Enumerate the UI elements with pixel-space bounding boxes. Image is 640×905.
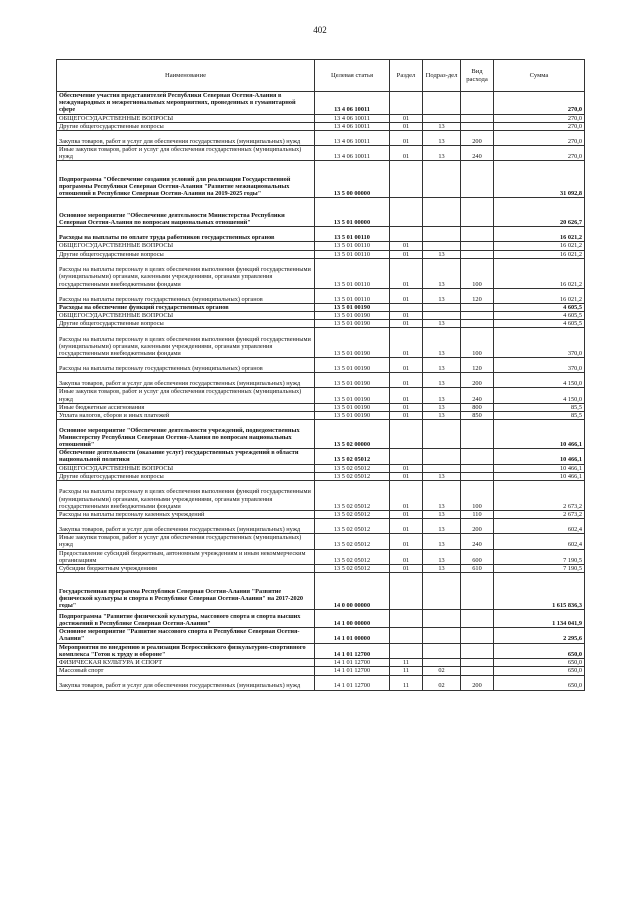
cell-expense-type: 610 bbox=[461, 565, 494, 573]
cell-subsection: 13 bbox=[423, 146, 461, 161]
cell-expense-type: 240 bbox=[461, 388, 494, 403]
header-section: Раздел bbox=[390, 60, 423, 92]
cell-sum: 1 615 836,3 bbox=[494, 573, 585, 610]
cell-expense-type: 120 bbox=[461, 358, 494, 373]
cell-section: 01 bbox=[390, 481, 423, 511]
cell-subsection: 13 bbox=[423, 549, 461, 564]
table-row bbox=[57, 250, 585, 258]
cell-target: 13 5 01 00190 bbox=[315, 412, 390, 420]
cell-expense-type: 200 bbox=[461, 519, 494, 534]
cell-target: 13 4 06 10011 bbox=[315, 131, 390, 146]
cell-expense-type: 110 bbox=[461, 511, 494, 519]
cell-expense-type: 100 bbox=[461, 328, 494, 358]
cell-section: 01 bbox=[390, 472, 423, 480]
cell-subsection bbox=[423, 242, 461, 250]
cell-target: 13 5 02 05012 bbox=[315, 464, 390, 472]
cell-section: 01 bbox=[390, 114, 423, 122]
cell-name: Расходы на выплаты персоналу в целях обеспечения выполнения функций государственными (муниципальными) органами, казенными учреждениями, органами управления государственными внебюджетными фондами bbox=[57, 328, 315, 358]
cell-target: 13 5 01 00110 bbox=[315, 227, 390, 242]
table-row bbox=[57, 114, 585, 122]
cell-name: Закупка товаров, работ и услуг для обеспечения государственных (муниципальных) нужд bbox=[57, 131, 315, 146]
cell-subsection: 13 bbox=[423, 481, 461, 511]
cell-subsection: 13 bbox=[423, 511, 461, 519]
cell-expense-type: 850 bbox=[461, 412, 494, 420]
cell-expense-type bbox=[461, 449, 494, 464]
cell-sum: 16 021,2 bbox=[494, 258, 585, 288]
cell-section bbox=[390, 92, 423, 115]
cell-expense-type bbox=[461, 114, 494, 122]
cell-sum: 2 673,2 bbox=[494, 481, 585, 511]
cell-target: 13 5 02 05012 bbox=[315, 449, 390, 464]
table-row bbox=[57, 659, 585, 667]
cell-subsection bbox=[423, 643, 461, 658]
cell-name: Государственная программа Республики Северная Осетия-Алания "Развитие физической культуры и спорта в Республике Северная Осетия-Алания" на 2017-2020 годы" bbox=[57, 573, 315, 610]
header-name: Наименование bbox=[57, 60, 315, 92]
header-sum: Сумма bbox=[494, 60, 585, 92]
cell-section: 11 bbox=[390, 675, 423, 690]
cell-target: 13 5 01 00190 bbox=[315, 320, 390, 328]
cell-target: 14 1 01 12700 bbox=[315, 675, 390, 690]
cell-section: 01 bbox=[390, 288, 423, 303]
cell-sum: 85,5 bbox=[494, 403, 585, 411]
table-row bbox=[57, 227, 585, 242]
cell-subsection: 13 bbox=[423, 122, 461, 130]
cell-target: 13 5 01 00190 bbox=[315, 388, 390, 403]
cell-sum: 1 134 041,9 bbox=[494, 610, 585, 628]
cell-target: 14 1 00 00000 bbox=[315, 610, 390, 628]
cell-section bbox=[390, 303, 423, 311]
cell-subsection bbox=[423, 312, 461, 320]
cell-target: 14 1 01 12700 bbox=[315, 667, 390, 675]
cell-expense-type bbox=[461, 242, 494, 250]
cell-name: Основное мероприятие "Обеспечение деятельности учреждений, подведомственных Министерству Республики Северная Осетия-Алания по вопросам национальных отношений" bbox=[57, 420, 315, 449]
cell-name: Расходы на выплаты персоналу казенных учреждений bbox=[57, 511, 315, 519]
cell-subsection: 13 bbox=[423, 131, 461, 146]
cell-section: 01 bbox=[390, 312, 423, 320]
cell-target: 13 5 01 00110 bbox=[315, 250, 390, 258]
cell-section bbox=[390, 628, 423, 643]
cell-target: 13 5 02 05012 bbox=[315, 565, 390, 573]
cell-name: Закупка товаров, работ и услуг для обеспечения государственных (муниципальных) нужд bbox=[57, 373, 315, 388]
cell-expense-type bbox=[461, 312, 494, 320]
cell-section bbox=[390, 573, 423, 610]
cell-subsection: 13 bbox=[423, 534, 461, 549]
cell-subsection bbox=[423, 161, 461, 198]
cell-target: 14 1 01 12700 bbox=[315, 659, 390, 667]
cell-section: 11 bbox=[390, 659, 423, 667]
cell-expense-type bbox=[461, 628, 494, 643]
cell-target: 13 5 01 00110 bbox=[315, 258, 390, 288]
table-row bbox=[57, 288, 585, 303]
cell-sum: 10 466,1 bbox=[494, 420, 585, 449]
cell-subsection: 02 bbox=[423, 675, 461, 690]
cell-name: Мероприятия по внедрению и реализации Всероссийского физкультурно-спортивного комплекса "Готов к труду и обороне" bbox=[57, 643, 315, 658]
table-row bbox=[57, 628, 585, 643]
cell-sum: 4 150,0 bbox=[494, 373, 585, 388]
cell-expense-type: 200 bbox=[461, 373, 494, 388]
cell-subsection bbox=[423, 92, 461, 115]
cell-sum: 10 466,1 bbox=[494, 472, 585, 480]
table-row bbox=[57, 303, 585, 311]
cell-target: 13 5 02 05012 bbox=[315, 519, 390, 534]
page-number: 402 bbox=[313, 25, 327, 35]
table-row bbox=[57, 420, 585, 449]
cell-name: Субсидии бюджетным учреждениям bbox=[57, 565, 315, 573]
table-row bbox=[57, 573, 585, 610]
cell-section bbox=[390, 420, 423, 449]
cell-sum: 602,4 bbox=[494, 519, 585, 534]
cell-name: Расходы на выплаты персоналу в целях обеспечения выполнения функций государственными (муниципальными) органами, казенными учреждениями, органами управления государственными внебюджетными фондами bbox=[57, 258, 315, 288]
cell-sum: 650,0 bbox=[494, 643, 585, 658]
cell-target: 13 5 02 00000 bbox=[315, 420, 390, 449]
table-header-row bbox=[57, 60, 585, 92]
cell-target: 13 5 02 05012 bbox=[315, 511, 390, 519]
cell-name: Расходы на выплаты персоналу в целях обеспечения выполнения функций государственными (муниципальными) органами, казенными учреждениями, органами управления государственными внебюджетными фондами bbox=[57, 481, 315, 511]
cell-expense-type bbox=[461, 227, 494, 242]
cell-section: 01 bbox=[390, 250, 423, 258]
cell-expense-type: 600 bbox=[461, 549, 494, 564]
cell-name: ОБЩЕГОСУДАРСТВЕННЫЕ ВОПРОСЫ bbox=[57, 312, 315, 320]
cell-subsection: 13 bbox=[423, 472, 461, 480]
table-row bbox=[57, 549, 585, 564]
cell-expense-type bbox=[461, 420, 494, 449]
cell-target: 13 5 01 00110 bbox=[315, 288, 390, 303]
cell-section bbox=[390, 643, 423, 658]
cell-section bbox=[390, 227, 423, 242]
cell-section: 01 bbox=[390, 511, 423, 519]
table-row bbox=[57, 258, 585, 288]
cell-section bbox=[390, 198, 423, 227]
cell-section: 01 bbox=[390, 565, 423, 573]
cell-expense-type bbox=[461, 464, 494, 472]
cell-subsection bbox=[423, 227, 461, 242]
cell-section: 01 bbox=[390, 412, 423, 420]
cell-subsection bbox=[423, 628, 461, 643]
cell-expense-type: 240 bbox=[461, 534, 494, 549]
cell-section: 01 bbox=[390, 328, 423, 358]
cell-name: Другие общегосударственные вопросы bbox=[57, 250, 315, 258]
cell-expense-type bbox=[461, 198, 494, 227]
cell-section: 01 bbox=[390, 373, 423, 388]
cell-name: Закупка товаров, работ и услуг для обеспечения государственных (муниципальных) нужд bbox=[57, 675, 315, 690]
cell-subsection: 13 bbox=[423, 320, 461, 328]
table-row bbox=[57, 320, 585, 328]
table-row bbox=[57, 643, 585, 658]
table-row bbox=[57, 328, 585, 358]
cell-section bbox=[390, 161, 423, 198]
cell-name: Уплата налогов, сборов и иных платежей bbox=[57, 412, 315, 420]
cell-subsection bbox=[423, 464, 461, 472]
cell-target: 13 5 02 05012 bbox=[315, 472, 390, 480]
cell-section: 01 bbox=[390, 534, 423, 549]
cell-section: 01 bbox=[390, 358, 423, 373]
cell-subsection: 13 bbox=[423, 358, 461, 373]
cell-name: Другие общегосударственные вопросы bbox=[57, 320, 315, 328]
table-row bbox=[57, 122, 585, 130]
cell-expense-type bbox=[461, 610, 494, 628]
cell-expense-type: 200 bbox=[461, 131, 494, 146]
cell-sum: 16 021,2 bbox=[494, 250, 585, 258]
cell-section: 01 bbox=[390, 242, 423, 250]
cell-target: 13 5 01 00190 bbox=[315, 312, 390, 320]
table-row bbox=[57, 667, 585, 675]
table-row bbox=[57, 242, 585, 250]
cell-name: Обеспечение деятельности (оказание услуг) государственных учреждений в области национальной политики bbox=[57, 449, 315, 464]
cell-sum: 4 150,0 bbox=[494, 388, 585, 403]
cell-sum: 270,0 bbox=[494, 114, 585, 122]
cell-target: 14 1 01 12700 bbox=[315, 643, 390, 658]
table-row bbox=[57, 388, 585, 403]
cell-section: 11 bbox=[390, 667, 423, 675]
cell-subsection: 13 bbox=[423, 403, 461, 411]
table-row bbox=[57, 511, 585, 519]
cell-expense-type bbox=[461, 320, 494, 328]
cell-target: 13 4 06 10011 bbox=[315, 92, 390, 115]
cell-name: ОБЩЕГОСУДАРСТВЕННЫЕ ВОПРОСЫ bbox=[57, 242, 315, 250]
cell-section bbox=[390, 610, 423, 628]
cell-section: 01 bbox=[390, 549, 423, 564]
cell-name: Расходы на выплаты персоналу государственных (муниципальных) органов bbox=[57, 288, 315, 303]
cell-sum: 16 021,2 bbox=[494, 242, 585, 250]
cell-sum: 10 466,1 bbox=[494, 464, 585, 472]
cell-target: 13 5 01 00110 bbox=[315, 242, 390, 250]
cell-name: Основное мероприятие "Развитие массового спорта в Республике Северная Осетия-Алания" bbox=[57, 628, 315, 643]
cell-name: ФИЗИЧЕСКАЯ КУЛЬТУРА И СПОРТ bbox=[57, 659, 315, 667]
cell-target: 13 5 02 05012 bbox=[315, 549, 390, 564]
cell-sum: 370,0 bbox=[494, 358, 585, 373]
cell-expense-type: 100 bbox=[461, 481, 494, 511]
table-row bbox=[57, 92, 585, 115]
cell-expense-type bbox=[461, 161, 494, 198]
cell-subsection: 13 bbox=[423, 412, 461, 420]
cell-name: Предоставление субсидий бюджетным, автономным учреждениям и иным некоммерческим организациям bbox=[57, 549, 315, 564]
cell-sum: 4 605,5 bbox=[494, 312, 585, 320]
cell-name: Иные бюджетные ассигнования bbox=[57, 403, 315, 411]
cell-sum: 650,0 bbox=[494, 667, 585, 675]
cell-name: Подпрограмма "Обеспечение создания условий для реализации Государственной программы Республики Северная Осетия-Алания "Развитие межнациональных отношений в Республике Северная Осетия-Алания на 2019-2025 годы" bbox=[57, 161, 315, 198]
cell-subsection bbox=[423, 449, 461, 464]
cell-expense-type bbox=[461, 643, 494, 658]
cell-subsection: 13 bbox=[423, 388, 461, 403]
cell-sum: 270,0 bbox=[494, 122, 585, 130]
cell-subsection: 13 bbox=[423, 328, 461, 358]
cell-section: 01 bbox=[390, 464, 423, 472]
cell-target: 13 5 01 00190 bbox=[315, 303, 390, 311]
cell-sum: 270,0 bbox=[494, 92, 585, 115]
cell-name: ОБЩЕГОСУДАРСТВЕННЫЕ ВОПРОСЫ bbox=[57, 114, 315, 122]
cell-target: 13 5 01 00000 bbox=[315, 198, 390, 227]
cell-name: Иные закупки товаров, работ и услуг для обеспечения государственных (муниципальных) нужд bbox=[57, 146, 315, 161]
cell-subsection bbox=[423, 659, 461, 667]
table-row bbox=[57, 146, 585, 161]
cell-name: Другие общегосударственные вопросы bbox=[57, 472, 315, 480]
cell-expense-type bbox=[461, 667, 494, 675]
cell-sum: 7 190,5 bbox=[494, 549, 585, 564]
cell-expense-type: 120 bbox=[461, 288, 494, 303]
cell-section: 01 bbox=[390, 258, 423, 288]
cell-target: 13 5 02 05012 bbox=[315, 534, 390, 549]
cell-name: Другие общегосударственные вопросы bbox=[57, 122, 315, 130]
cell-sum: 270,0 bbox=[494, 146, 585, 161]
cell-sum: 2 295,6 bbox=[494, 628, 585, 643]
cell-target: 13 5 01 00190 bbox=[315, 403, 390, 411]
table-row bbox=[57, 373, 585, 388]
table-row bbox=[57, 519, 585, 534]
header-subsection: Подраз-дел bbox=[423, 60, 461, 92]
cell-sum: 270,0 bbox=[494, 131, 585, 146]
table-row bbox=[57, 198, 585, 227]
cell-name: Расходы на выплаты по оплате труда работников государственных органов bbox=[57, 227, 315, 242]
cell-subsection bbox=[423, 573, 461, 610]
header-target: Целевая статья bbox=[315, 60, 390, 92]
table-row bbox=[57, 464, 585, 472]
table-row bbox=[57, 358, 585, 373]
cell-section: 01 bbox=[390, 388, 423, 403]
cell-section: 01 bbox=[390, 519, 423, 534]
cell-target: 13 5 00 00000 bbox=[315, 161, 390, 198]
cell-subsection: 13 bbox=[423, 250, 461, 258]
cell-expense-type bbox=[461, 92, 494, 115]
cell-expense-type: 200 bbox=[461, 675, 494, 690]
cell-subsection bbox=[423, 198, 461, 227]
table-row bbox=[57, 412, 585, 420]
cell-name: Иные закупки товаров, работ и услуг для обеспечения государственных (муниципальных) нужд bbox=[57, 388, 315, 403]
cell-subsection bbox=[423, 420, 461, 449]
cell-section: 01 bbox=[390, 131, 423, 146]
cell-expense-type: 100 bbox=[461, 258, 494, 288]
cell-sum: 650,0 bbox=[494, 675, 585, 690]
cell-name: Расходы на обеспечение функций государственных органов bbox=[57, 303, 315, 311]
table-row bbox=[57, 565, 585, 573]
cell-section: 01 bbox=[390, 403, 423, 411]
cell-subsection bbox=[423, 303, 461, 311]
cell-target: 13 5 01 00190 bbox=[315, 373, 390, 388]
cell-sum: 85,5 bbox=[494, 412, 585, 420]
cell-target: 14 1 01 00000 bbox=[315, 628, 390, 643]
cell-section: 01 bbox=[390, 146, 423, 161]
cell-target: 13 4 06 10011 bbox=[315, 146, 390, 161]
table-row bbox=[57, 472, 585, 480]
cell-target: 13 5 02 05012 bbox=[315, 481, 390, 511]
cell-name: Расходы на выплаты персоналу государственных (муниципальных) органов bbox=[57, 358, 315, 373]
cell-target: 13 5 01 00190 bbox=[315, 328, 390, 358]
cell-name: Подпрограмма "Развитие физической культуры, массового спорта и спорта высших достижений в Республике Северная Осетия-Алания" bbox=[57, 610, 315, 628]
cell-name: Массовый спорт bbox=[57, 667, 315, 675]
cell-name: Обеспечение участия представителей Республики Северная Осетия-Алания в международных и межрегиональных мероприятиях, проведенных в гуманитарной сфере bbox=[57, 92, 315, 115]
cell-subsection: 13 bbox=[423, 565, 461, 573]
table-row bbox=[57, 403, 585, 411]
cell-name: Закупка товаров, работ и услуг для обеспечения государственных (муниципальных) нужд bbox=[57, 519, 315, 534]
cell-expense-type bbox=[461, 659, 494, 667]
cell-sum: 602,4 bbox=[494, 534, 585, 549]
cell-sum: 20 626,7 bbox=[494, 198, 585, 227]
table-row bbox=[57, 481, 585, 511]
cell-expense-type: 240 bbox=[461, 146, 494, 161]
cell-name: ОБЩЕГОСУДАРСТВЕННЫЕ ВОПРОСЫ bbox=[57, 464, 315, 472]
cell-name: Основное мероприятие "Обеспечение деятельности Министерства Республики Северная Осетия-Алания по вопросам национальных отношений" bbox=[57, 198, 315, 227]
table-row bbox=[57, 312, 585, 320]
cell-expense-type bbox=[461, 573, 494, 610]
cell-sum: 650,0 bbox=[494, 659, 585, 667]
table-row bbox=[57, 131, 585, 146]
cell-sum: 16 021,2 bbox=[494, 288, 585, 303]
cell-subsection: 13 bbox=[423, 288, 461, 303]
cell-target: 13 4 06 10011 bbox=[315, 114, 390, 122]
budget-table bbox=[56, 59, 585, 691]
cell-sum: 370,0 bbox=[494, 328, 585, 358]
cell-sum: 31 092,8 bbox=[494, 161, 585, 198]
cell-sum: 2 673,2 bbox=[494, 511, 585, 519]
cell-target: 13 5 01 00190 bbox=[315, 358, 390, 373]
cell-subsection: 02 bbox=[423, 667, 461, 675]
cell-subsection bbox=[423, 114, 461, 122]
table-body bbox=[57, 92, 585, 691]
cell-section: 01 bbox=[390, 122, 423, 130]
cell-section: 01 bbox=[390, 320, 423, 328]
cell-sum: 16 021,2 bbox=[494, 227, 585, 242]
table-row bbox=[57, 534, 585, 549]
cell-target: 14 0 00 00000 bbox=[315, 573, 390, 610]
cell-sum: 4 605,5 bbox=[494, 303, 585, 311]
cell-sum: 7 190,5 bbox=[494, 565, 585, 573]
cell-target: 13 4 06 10011 bbox=[315, 122, 390, 130]
header-expense-type: Вид расхода bbox=[461, 60, 494, 92]
cell-sum: 10 466,1 bbox=[494, 449, 585, 464]
cell-expense-type: 800 bbox=[461, 403, 494, 411]
cell-section bbox=[390, 449, 423, 464]
cell-name: Иные закупки товаров, работ и услуг для обеспечения государственных (муниципальных) нужд bbox=[57, 534, 315, 549]
cell-expense-type bbox=[461, 250, 494, 258]
cell-subsection: 13 bbox=[423, 258, 461, 288]
cell-expense-type bbox=[461, 303, 494, 311]
cell-sum: 4 605,5 bbox=[494, 320, 585, 328]
cell-subsection: 13 bbox=[423, 373, 461, 388]
table-row bbox=[57, 161, 585, 198]
table-row bbox=[57, 675, 585, 690]
table-row bbox=[57, 610, 585, 628]
cell-expense-type bbox=[461, 122, 494, 130]
cell-subsection: 13 bbox=[423, 519, 461, 534]
cell-subsection bbox=[423, 610, 461, 628]
table-row bbox=[57, 449, 585, 464]
cell-expense-type bbox=[461, 472, 494, 480]
